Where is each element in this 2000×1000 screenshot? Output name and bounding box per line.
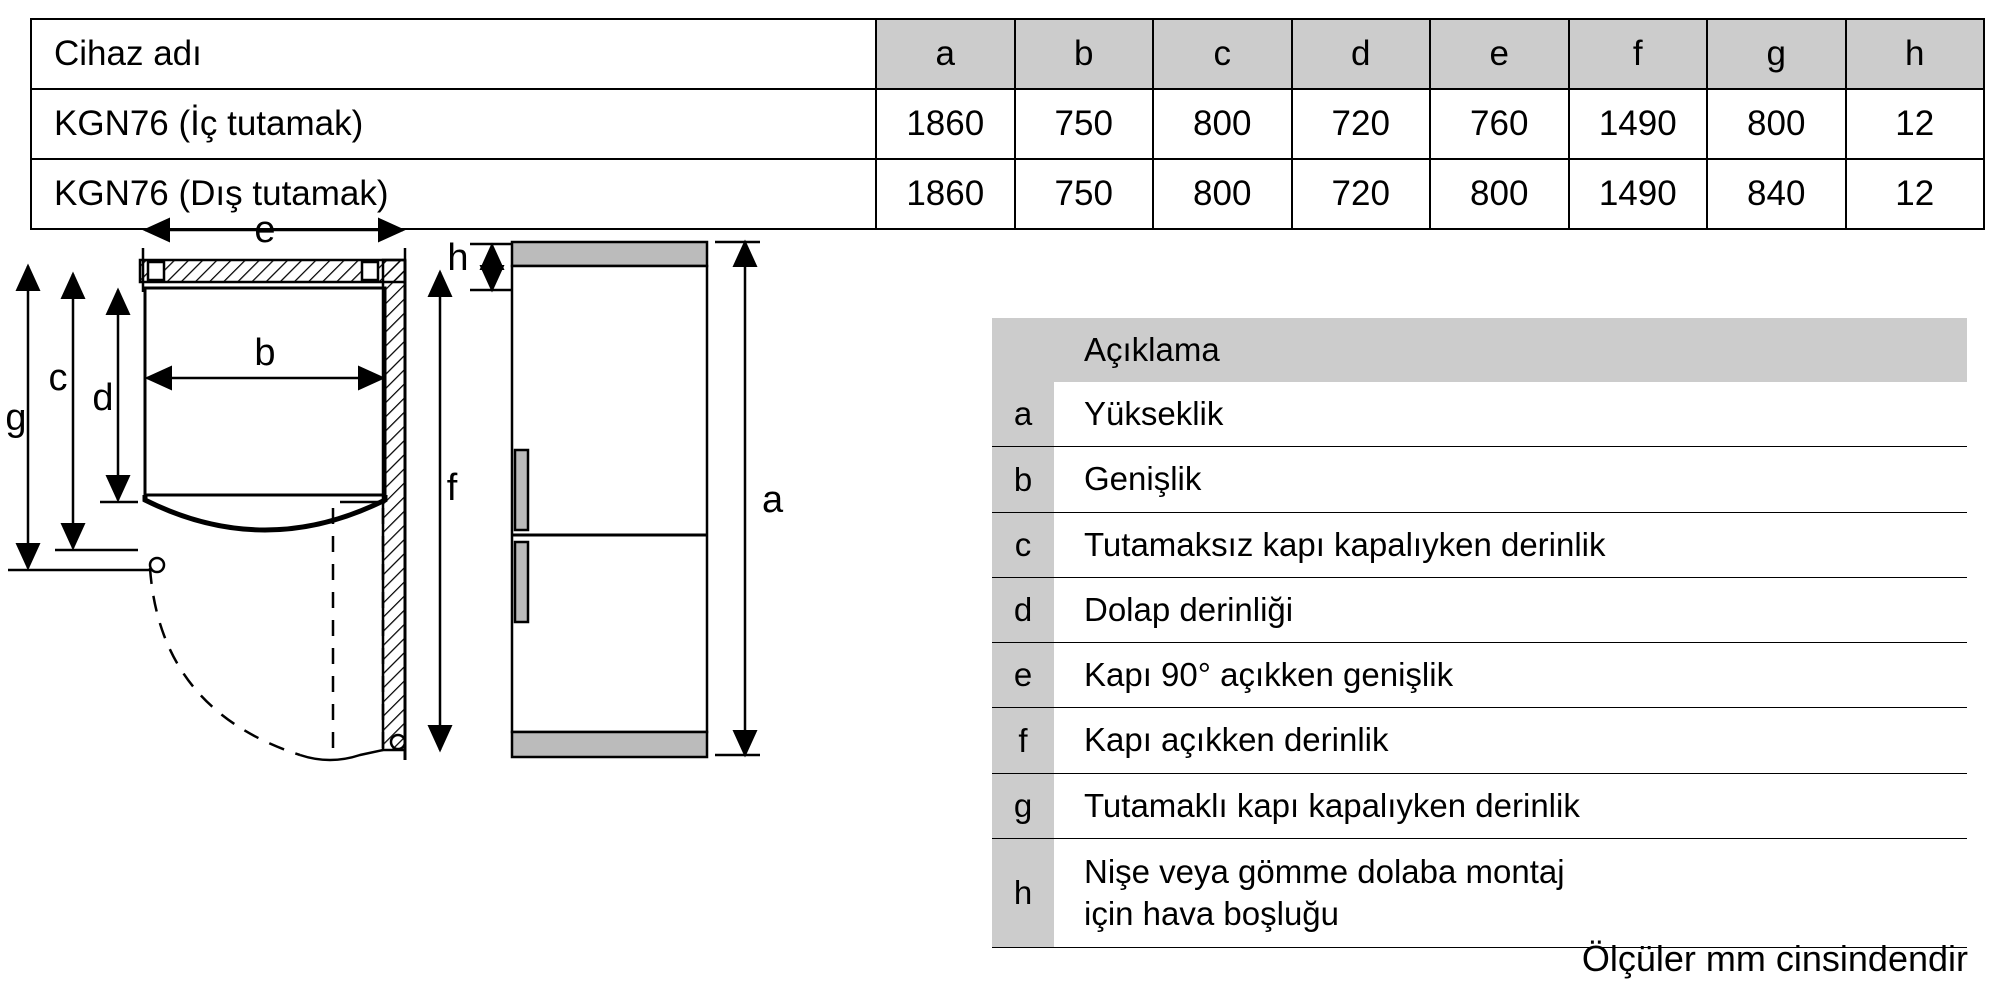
- cabinet-top-outline: [145, 288, 385, 495]
- legend-desc-d: Dolap derinliği: [1084, 590, 1294, 628]
- row-1-f: 1490: [1569, 159, 1708, 229]
- label-a: a: [762, 479, 784, 521]
- table-row: [31, 89, 1984, 159]
- legend-item-c: [992, 513, 1967, 578]
- units-note: Ölçüler mm cinsindendir: [1581, 938, 1968, 979]
- row-0-a: 1860: [876, 89, 1015, 159]
- legend-item-e: [992, 643, 1967, 708]
- column-header-h: h: [1846, 19, 1985, 89]
- table-row: [31, 159, 1984, 229]
- row-0-f: 1490: [1569, 89, 1708, 159]
- row-1-e: 800: [1430, 159, 1569, 229]
- legend-key-e: e: [992, 643, 1054, 707]
- front-view-base: [512, 732, 707, 757]
- legend-item-d: [992, 578, 1967, 643]
- legend-desc-b: Genişlik: [1084, 460, 1202, 498]
- column-header-f: f: [1569, 19, 1708, 89]
- legend-header-label: Açıklama: [1054, 318, 1967, 382]
- legend-key-h: h: [992, 839, 1054, 947]
- row-1-d: 720: [1292, 159, 1431, 229]
- column-header-e: e: [1430, 19, 1569, 89]
- legend-desc-f: Kapı açıkken derinlik: [1084, 721, 1389, 759]
- column-header-a: a: [876, 19, 1015, 89]
- dimensions-table: [30, 18, 1985, 230]
- legend-desc-g: Tutamaklı kapı kapalıyken derinlik: [1084, 786, 1580, 824]
- legend-desc-e: Kapı 90° açıkken genişlik: [1084, 656, 1454, 694]
- legend-header-key: [992, 318, 1054, 382]
- column-header-g: g: [1707, 19, 1846, 89]
- drawing-svg: [0, 209, 990, 1000]
- row-0-c: 800: [1153, 89, 1292, 159]
- legend-desc-h-line2: için hava boşluğu: [1084, 895, 1340, 933]
- column-header-b: b: [1015, 19, 1154, 89]
- row-1-g: 840: [1707, 159, 1846, 229]
- legend-item-b: [992, 447, 1967, 512]
- label-b: b: [254, 332, 276, 374]
- column-header-c: c: [1153, 19, 1292, 89]
- front-view-top-cap: [512, 242, 707, 266]
- door-swing-arc: [150, 568, 300, 755]
- row-1-c: 800: [1153, 159, 1292, 229]
- label-d: d: [92, 377, 114, 419]
- label-c: c: [48, 357, 68, 399]
- column-header-name: Cihaz adı: [31, 19, 876, 89]
- legend-desc-c: Tutamaksız kapı kapalıyken derinlik: [1084, 525, 1606, 563]
- table-header-row: [31, 19, 1984, 89]
- row-0-name: KGN76 (İç tutamak): [31, 89, 876, 159]
- hinge-right: [362, 262, 378, 280]
- legend-item-f: [992, 708, 1967, 773]
- legend-key-d: d: [992, 578, 1054, 642]
- legend-desc-a: Yükseklik: [1084, 395, 1224, 433]
- handle-upper: [515, 450, 528, 530]
- legend-desc-h-line1: Nişe veya gömme dolaba montaj: [1084, 852, 1565, 890]
- door-front-curve: [145, 495, 385, 530]
- row-1-b: 750: [1015, 159, 1154, 229]
- row-1-name: KGN76 (Dış tutamak): [31, 159, 876, 229]
- handle-lower: [515, 542, 528, 622]
- row-0-g: 800: [1707, 89, 1846, 159]
- legend-key-c: c: [992, 513, 1054, 577]
- row-0-e: 760: [1430, 89, 1569, 159]
- legend-table: [992, 318, 1967, 948]
- appliance-dimension-drawing: [0, 209, 990, 1000]
- row-0-h: 12: [1846, 89, 1985, 159]
- label-h: h: [447, 237, 469, 279]
- legend-item-a: [992, 382, 1967, 447]
- label-e: e: [254, 209, 276, 251]
- legend-desc-h: [1054, 839, 1967, 947]
- legend-item-g: [992, 774, 1967, 839]
- legend-item-h: [992, 839, 1967, 948]
- column-header-d: d: [1292, 19, 1431, 89]
- legend-key-b: b: [992, 447, 1054, 511]
- row-1-h: 12: [1846, 159, 1985, 229]
- row-0-d: 720: [1292, 89, 1431, 159]
- pivot-left: [150, 558, 164, 572]
- legend-header-row: [992, 318, 1967, 382]
- door-open-end: [300, 750, 383, 760]
- row-1-a: 1860: [876, 159, 1015, 229]
- legend-key-g: g: [992, 774, 1054, 838]
- legend-key-a: a: [992, 382, 1054, 446]
- hinge-left: [148, 262, 164, 280]
- legend-key-f: f: [992, 708, 1054, 772]
- front-view-body: [512, 266, 707, 732]
- label-f: f: [446, 467, 458, 509]
- label-g: g: [5, 397, 27, 439]
- row-0-b: 750: [1015, 89, 1154, 159]
